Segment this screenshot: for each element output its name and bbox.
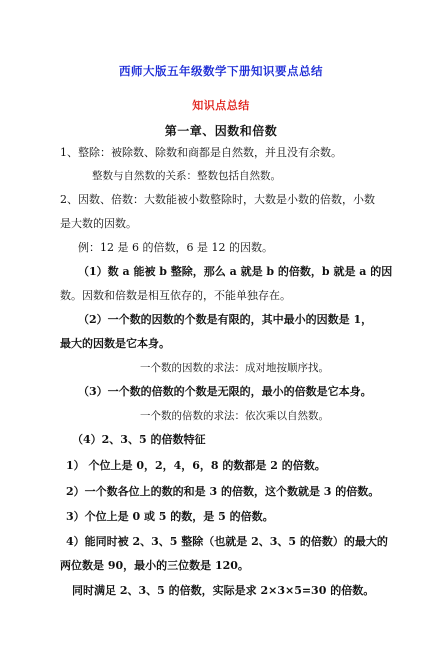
text-line: 整数与自然数的关系：整数包括自然数。: [92, 170, 281, 182]
text-line: 两位数是 90，最小的三位数是 120。: [60, 559, 249, 572]
text-line: 2）一个数各位上的数的和是 3 的倍数，这个数就是 3 的倍数。: [66, 485, 380, 498]
text-line: 2、因数、倍数：大数能被小数整除时，大数是小数的倍数，小数: [60, 193, 375, 206]
text-line: 是大数的因数。: [60, 217, 137, 230]
text-line: 最大的因数是它本身。: [60, 337, 170, 350]
text-line: 3）个位上是 0 或 5 的数，是 5 的倍数。: [66, 510, 274, 523]
chapter-heading: 第一章、因数和倍数: [164, 124, 278, 138]
section-subtitle: 知识点总结: [192, 99, 250, 112]
text-line: 1） 个位上是 0，2，4，6，8 的数都是 2 的倍数。: [66, 459, 326, 472]
text-line: （4）2、3、5 的倍数特征: [72, 433, 206, 446]
text-line: （1）数 a 能被 b 整除，那么 a 就是 b 的倍数，b 就是 a 的因: [78, 265, 393, 278]
text-line: 数。因数和倍数是相互依存的，不能单独存在。: [60, 289, 291, 302]
text-line: 同时满足 2、3、5 的倍数，实际是求 2×3×5=30 的倍数。: [72, 584, 375, 597]
document-title: 西师大版五年级数学下册知识要点总结: [119, 64, 323, 78]
text-line: 4）能同时被 2、3、5 整除（也就是 2、3、5 的倍数）的最大的: [66, 535, 388, 548]
text-line: 一个数的倍数的求法：依次乘以自然数。: [140, 410, 329, 422]
text-line: 例：12 是 6 的倍数，6 是 12 的因数。: [78, 241, 273, 254]
text-line: 1、整除：被除数、除数和商都是自然数，并且没有余数。: [60, 146, 342, 159]
text-line: （3）一个数的倍数的个数是无限的，最小的倍数是它本身。: [78, 385, 372, 398]
text-line: （2）一个数的因数的个数是有限的，其中最小的因数是 1，: [78, 313, 373, 326]
text-line: 一个数的因数的求法：成对地按顺序找。: [140, 362, 329, 374]
